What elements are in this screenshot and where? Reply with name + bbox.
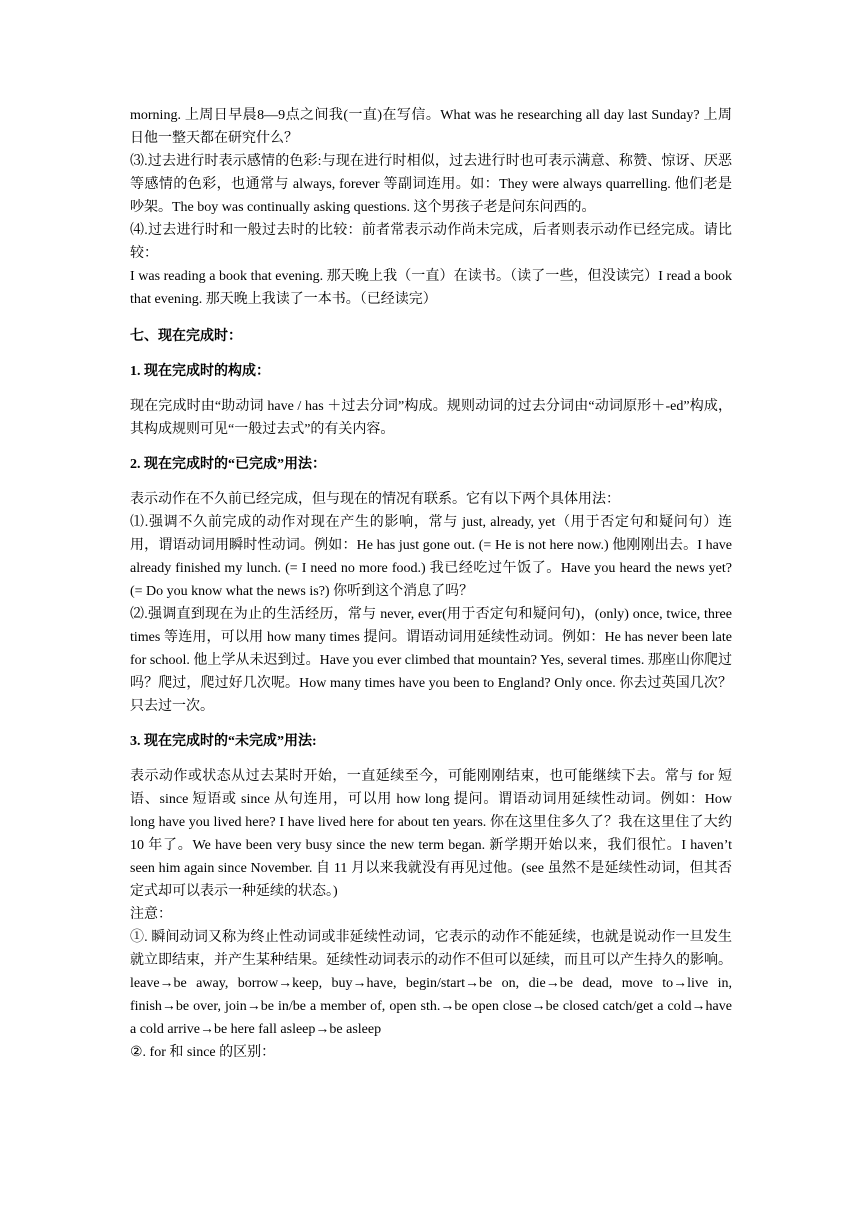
paragraph-verb-pairs: leave→be away, borrow→keep, buy→have, begin/start→be on, die→be dead, move to→live in, finish→be over, join→be in/be a member of, open sth.→be open close→be closed catch/get a cold→have a cold arrive→be here fall asleep→be asleep: [130, 976, 732, 1037]
subheading-uncompleted-usage: 3. 现在完成时的“未完成”用法:: [130, 734, 317, 749]
document-body: [130, 104, 732, 1064]
paragraph-formation: 现在完成时由“助动词 have / has ＋过去分词”构成。规则动词的过去分词由“动词原形＋-ed”构成，其构成规则可见“一般过去式”的有关内容。: [130, 399, 732, 437]
paragraph-completed-usage-2: ⑵.强调直到现在为止的生活经历，常与 never, ever(用于否定句和疑问句)，(only) once, twice, three times 等连用，可以用 how many times 提问。谓语动词用延续性动词。例如：He has never been late for school. 他上学从未迟到过。Have you ever climbed that mountain? Yes, several times. 那座山你爬过吗？爬过，爬过好几次呢。How many times have you been to England? Only once. 你去过英国几次？只去过一次。: [130, 607, 732, 714]
paragraph-completed-usage-1: ⑴.强调不久前完成的动作对现在产生的影响，常与 just, already, yet（用于否定句和疑问句）连用，谓语动词用瞬时性动词。例如：He has just gone out. (= He is not here now.) 他刚刚出去。I have already finished my lunch. (= I need no more food.) 我已经吃过午饭了。Have you heard the news yet? (= Do you know what the news is?) 你听到这个消息了吗？: [130, 515, 732, 599]
subheading-formation: 1. 现在完成时的构成：: [130, 364, 270, 379]
paragraph-comparison-example: I was reading a book that evening. 那天晚上我（一直）在读书。（读了一些，但没读完）I read a book that evening. 那天晚上我读了一本书。（已经读完）: [130, 269, 732, 307]
paragraph-uncompleted-usage: 表示动作或状态从过去某时开始，一直延续至今，可能刚刚结束，也可能继续下去。常与 for 短语、since 短语或 since 从句连用，可以用 how long 提问。谓语动词用延续性动词。例如：How long have you lived here? I have lived here for about ten years. 你在这里住多久了？我在这里住了大约 10 年了。We have been very busy since the new term began. 新学期开始以来，我们很忙。I haven’t seen him again since November. 自 11 月以来我就没有再见过他。(see 虽然不是延续性动词，但其否定式却可以表示一种延续的状态。): [130, 769, 732, 899]
paragraph-completed-intro: 表示动作在不久前已经完成，但与现在的情况有联系。它有以下两个具体用法：: [130, 492, 620, 507]
paragraph-note-2: ②. for 和 since 的区别：: [130, 1045, 276, 1060]
paragraph-past-progressive-comparison: ⑷.过去进行时和一般过去时的比较：前者常表示动作尚未完成，后者则表示动作已经完成。请比较：: [130, 223, 732, 261]
paragraph-note-1: ①. 瞬间动词又称为终止性动词或非延续性动词，它表示的动作不能延续，也就是说动作一旦发生就立即结束，并产生某种结果。延续性动词表示的动作不但可以延续，而且可以产生持久的影响。: [130, 930, 732, 968]
subheading-completed-usage: 2. 现在完成时的“已完成”用法：: [130, 457, 326, 472]
paragraph-continuation: morning. 上周日早晨8—9点之间我(一直)在写信。What was he researching all day last Sunday? 上周日他一整天都在研究什么？: [130, 108, 732, 146]
paragraph-note-label: 注意：: [130, 907, 172, 922]
section-heading-present-perfect: 七、现在完成时：: [130, 329, 242, 344]
paragraph-past-progressive-emotion: ⑶.过去进行时表示感情的色彩:与现在进行时相似，过去进行时也可表示满意、称赞、惊讶、厌恶等感情的色彩，也通常与 always, forever 等副词连用。如：They were always quarrelling. 他们老是吵架。The boy was continually asking questions. 这个男孩子老是问东问西的。: [130, 154, 732, 215]
